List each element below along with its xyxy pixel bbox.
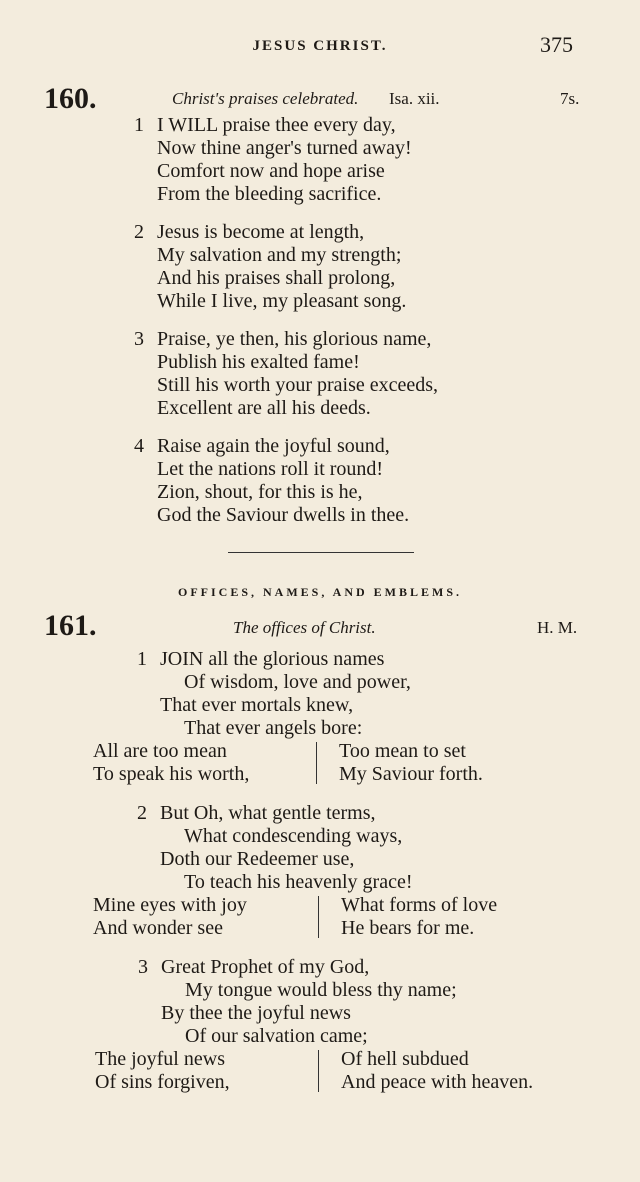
verse-line: Jesus is become at length, [157,221,365,243]
verse-line-left: All are too mean [93,740,227,762]
verse-line: What condescending ways, [184,825,403,847]
verse-line-left: And wonder see [93,917,223,939]
verse-line: My salvation and my strength; [157,244,402,266]
hymn-161-title: The offices of Christ. [233,618,376,637]
section-heading: OFFICES, NAMES, AND EMBLEMS. [177,585,463,599]
hymn-161-meter: H. M. [537,618,578,637]
verse-line: Doth our Redeemer use, [160,848,355,870]
stanza-number: 2 [134,221,144,243]
hymn-161-number: 161. [44,609,97,642]
verse-line-right: He bears for me. [341,917,475,939]
verse-line: Publish his exalted fame! [157,351,360,373]
stanza-number: 1 [137,648,147,670]
verse-line: Comfort now and hope arise [157,160,385,182]
verse-line-right: Too mean to set [339,740,466,762]
verse-line: Great Prophet of my God, [161,956,370,978]
verse-line-left: The joyful news [95,1048,225,1070]
verse-line-left: Of sins forgiven, [95,1071,230,1093]
verse-line: From the bleeding sacrifice. [157,183,382,205]
stanza-number: 2 [137,802,147,824]
hymn-160-meter: 7s. [560,89,580,108]
stanza-number: 3 [134,328,144,350]
verse-line: Excellent are all his deeds. [157,397,371,419]
verse-line: That ever mortals knew, [160,694,354,716]
verse-line: Of wisdom, love and power, [184,671,411,693]
verse-line: And his praises shall prolong, [157,267,396,289]
verse-line-right: My Saviour forth. [339,763,483,785]
verse-line: But Oh, what gentle terms, [160,802,376,824]
verse-line: Praise, ye then, his glorious name, [157,328,432,350]
stanza-number: 3 [138,956,148,978]
verse-line: Still his worth your praise exceeds, [157,374,439,396]
verse-line: My tongue would bless thy name; [185,979,457,1001]
stanza-number: 1 [134,114,144,136]
verse-line: While I live, my pleasant song. [157,290,407,312]
brace-bar [316,742,317,784]
verse-line: God the Saviour dwells in thee. [157,504,410,526]
verse-line-right: And peace with heaven. [341,1071,534,1093]
page-number: 375 [540,32,573,57]
verse-line-right: What forms of love [341,894,498,916]
brace-bar [318,896,319,938]
verse-line: Zion, shout, for this is he, [157,481,363,503]
divider-rule [228,552,414,553]
hymn-160-number: 160. [44,82,97,115]
hymn-160-reference: Isa. xii. [389,89,440,108]
verse-line: JOIN all the glorious names [160,648,385,670]
verse-line: I WILL praise thee every day, [157,114,396,136]
verse-line: That ever angels bore: [184,717,363,739]
verse-line: Now thine anger's turned away! [157,137,412,159]
verse-line: To teach his heavenly grace! [184,871,413,893]
stanza-number: 4 [134,435,144,457]
verse-line: Let the nations roll it round! [157,458,384,480]
verse-line-left: Mine eyes with joy [93,894,247,916]
verse-line: Raise again the joyful sound, [157,435,390,457]
verse-line-right: Of hell subdued [341,1048,469,1070]
verse-line: By thee the joyful news [161,1002,351,1024]
verse-line-left: To speak his worth, [93,763,250,785]
hymn-160-title: Christ's praises celebrated. [172,89,359,108]
brace-bar [318,1050,319,1092]
verse-line: Of our salvation came; [185,1025,368,1047]
running-header-title: JESUS CHRIST. [252,38,388,54]
